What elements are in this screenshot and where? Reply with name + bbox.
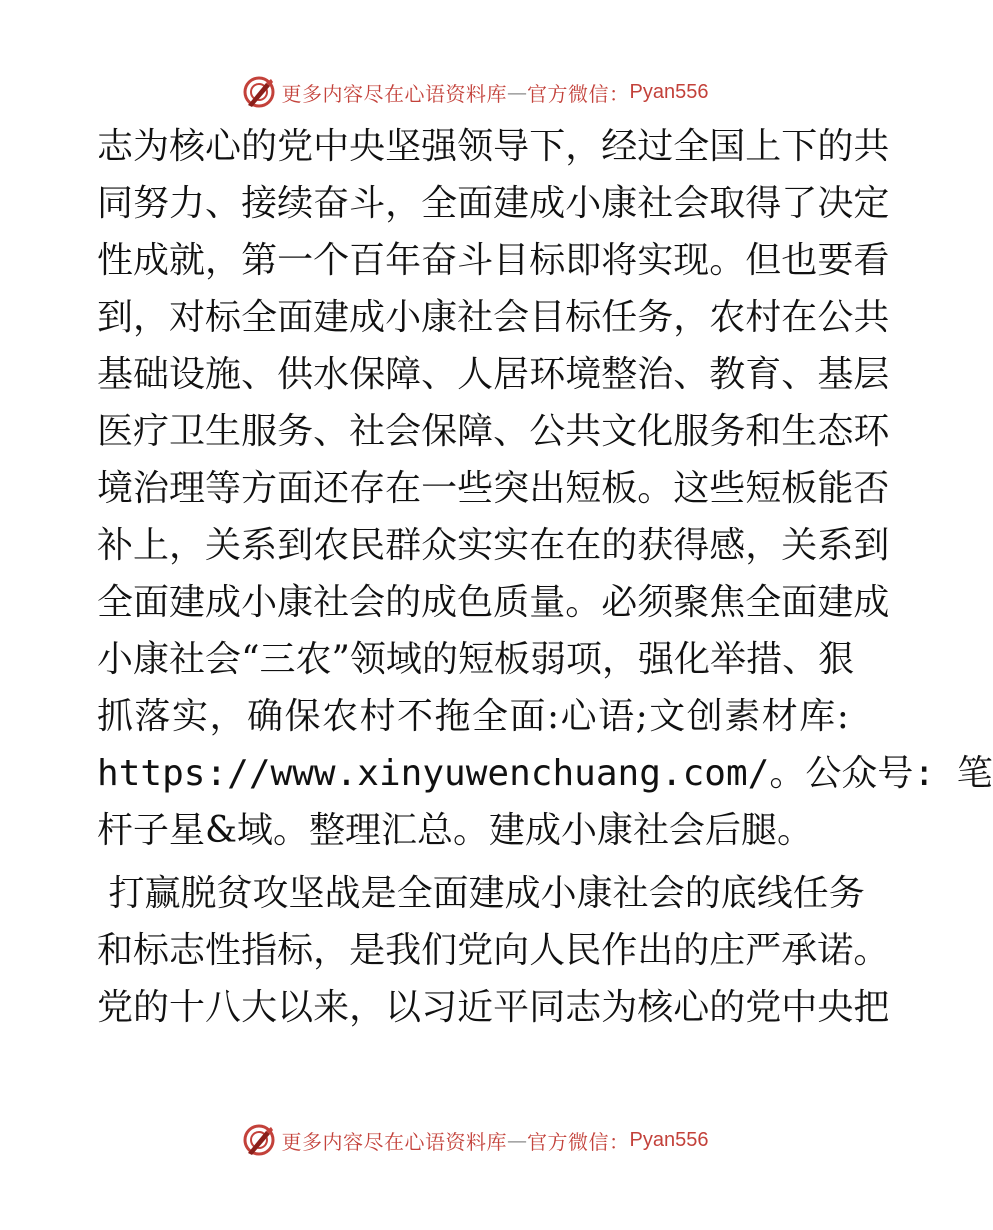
header-banner xyxy=(0,70,950,114)
body-line: 性 成 就 ， 第 一 个 百 年 奋 斗 目 标 即 将 实 现 。 但 也 要 看 xyxy=(97,240,890,281)
body-line: 补 上 ， 关 系 到 农 民 群 众 实 实 在 在 的 获 得 感 ， 关 系 到 xyxy=(97,525,890,566)
pen-circle-logo-icon xyxy=(242,1123,276,1157)
header-official-text: 官方微信： xyxy=(527,81,630,106)
body-line: 党 的 十 八 大 以 来 ， 以 习 近 平 同 志 为 核 心 的 党 中 央 把 xyxy=(97,987,890,1028)
body-line: 医 疗 卫 生 服 务 、 社 会 保 障 、 公 共 文 化 服 务 和 生 态 环 xyxy=(97,411,890,452)
body-line: 境 治 理 等 方 面 还 存 在 一 些 突 出 短 板 。 这 些 短 板 能 否 xyxy=(97,468,890,509)
body-line: 和 标 志 性 指 标 ， 是 我 们 党 向 人 民 作 出 的 庄 严 承 诺 。 xyxy=(97,930,890,971)
body-line: 到 ， 对 标 全 面 建 成 小 康 社 会 目 标 任 务 ， 农 村 在 公 共 xyxy=(97,297,890,338)
body-line-url: h t t p s : / / w w w . x i n y u w e n c h u a n g . c o m / 。 公 众 号 : 笔 xyxy=(97,753,993,794)
footer-dash: — xyxy=(507,1128,528,1152)
body-line-paragraph-start: 打 赢 脱 贫 攻 坚 战 是 全 面 建 成 小 康 社 会 的 底 线 任 务 xyxy=(108,873,865,914)
body-line: 基 础 设 施 、 供 水 保 障 、 人 居 环 境 整 治 、 教 育 、 基 层 xyxy=(97,354,890,395)
body-line: 小 康 社 会 “ 三 农 ” 领 域 的 短 板 弱 项 ， 强 化 举 措 、 狠 xyxy=(97,639,855,680)
footer-banner xyxy=(0,1118,950,1162)
footer-wechat-id: Pyan556 xyxy=(629,1128,709,1151)
pen-circle-logo-icon xyxy=(242,75,276,109)
document-body xyxy=(97,118,993,1036)
footer-official-text: 官方微信： xyxy=(527,1129,630,1154)
header-wechat-id: Pyan556 xyxy=(629,80,709,103)
body-line: 同 努 力 、 接 续 奋 斗 ， 全 面 建 成 小 康 社 会 取 得 了 决 定 xyxy=(97,183,890,224)
body-line: 全 面 建 成 小 康 社 会 的 成 色 质 量 。 必 须 聚 焦 全 面 建 成 xyxy=(97,582,890,623)
header-dash: — xyxy=(507,80,528,104)
footer-site-text: 更多内容尽在心语资料库 xyxy=(281,1129,508,1154)
body-line: 志 为 核 心 的 党 中 央 坚 强 领 导 下 ， 经 过 全 国 上 下 的 共 xyxy=(97,126,890,167)
body-line: 抓 落 实 ， 确 保 农 村 不 拖 全 面 : 心 语 ; 文 创 素 材 库 : xyxy=(97,696,849,737)
header-site-text: 更多内容尽在心语资料库 xyxy=(281,81,508,106)
body-line-paragraph-end: 杆子星&域。整理汇总。建成小康社会后腿。 xyxy=(97,810,814,851)
